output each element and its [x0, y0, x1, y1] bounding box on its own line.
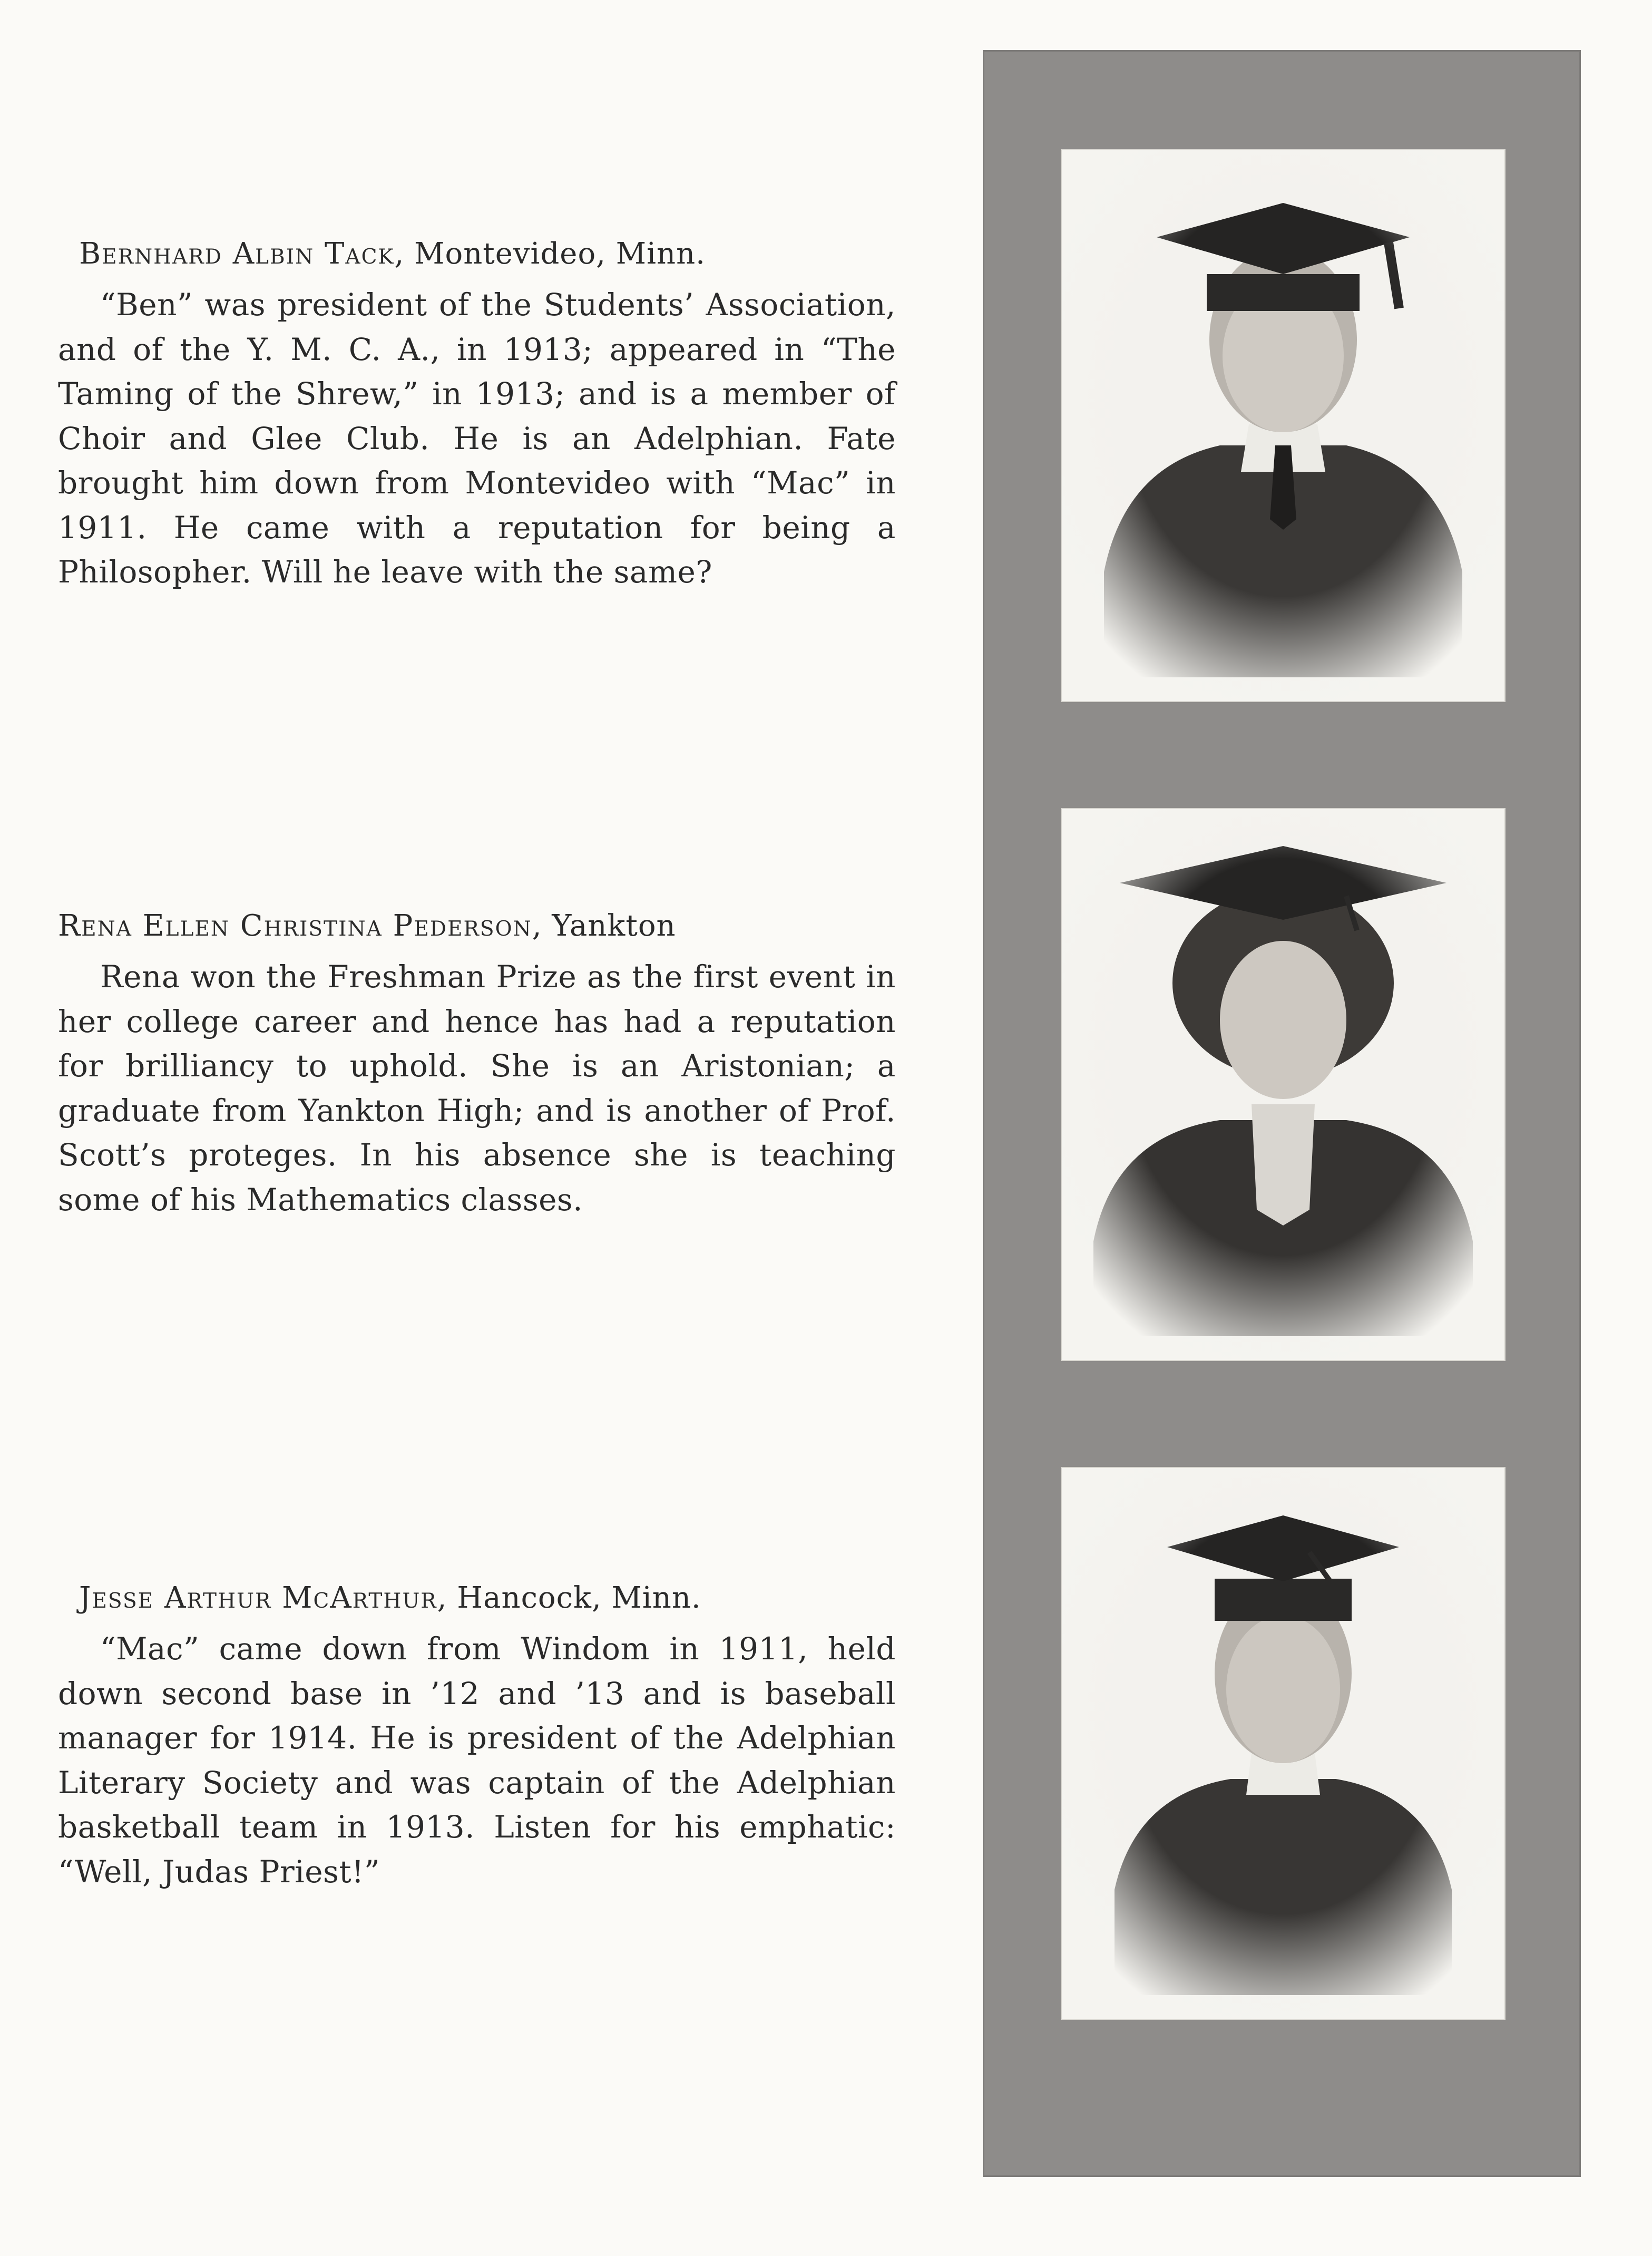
student-name: Bernhard Albin Tack — [79, 237, 395, 271]
student-location: , Montevideo, Minn. — [394, 237, 706, 271]
portrait-pederson — [1062, 809, 1504, 1360]
student-location: , Yankton — [532, 909, 676, 943]
entry-pederson — [58, 904, 896, 1222]
student-bio: “Ben” was president of the Students’ Association, and of the Y. M. C. A., in 1913; appeared in “The Taming of the Shrew,” in 1913; and is a member of Choir and Glee Club. He is an Adelphian. Fate brought him down from Montevideo with “Mac” in 1911. He came with a reputation for being a Philosopher. Will he leave with the same? — [58, 287, 896, 590]
entry-heading — [79, 1576, 896, 1620]
photo-mat — [983, 50, 1581, 2177]
entry-heading — [79, 232, 896, 276]
graduate-portrait-image — [1062, 809, 1504, 1360]
graduate-portrait-image — [1062, 1468, 1504, 2019]
entry-heading — [58, 904, 896, 948]
student-bio: Rena won the Freshman Prize as the first event in her college career and hence has had a reputation for brilliancy to uphold. She is an Aristonian; a graduate from Yankton High; and is another of Prof. Scott’s proteges. In his absence she is teaching some of his Mathematics classes. — [58, 959, 896, 1218]
student-location: , Hancock, Minn. — [437, 1581, 701, 1615]
portrait-tack — [1062, 150, 1504, 701]
student-name: Rena Ellen Christina Pederson — [58, 909, 532, 943]
student-name: Jesse Arthur McArthur — [79, 1581, 437, 1615]
graduate-portrait-image — [1062, 150, 1504, 701]
portrait-mcarthur — [1062, 1468, 1504, 2019]
entry-mcarthur — [58, 1576, 896, 1894]
student-bio: “Mac” came down from Windom in 1911, held down second base in ’12 and ’13 and is baseball manager for 1914. He is president of the Adelphian Literary Society and was captain of the Adelphian basketball team in 1913. Listen for his emphatic: “Well, Judas Priest!” — [58, 1631, 896, 1890]
entry-tack — [58, 232, 896, 595]
